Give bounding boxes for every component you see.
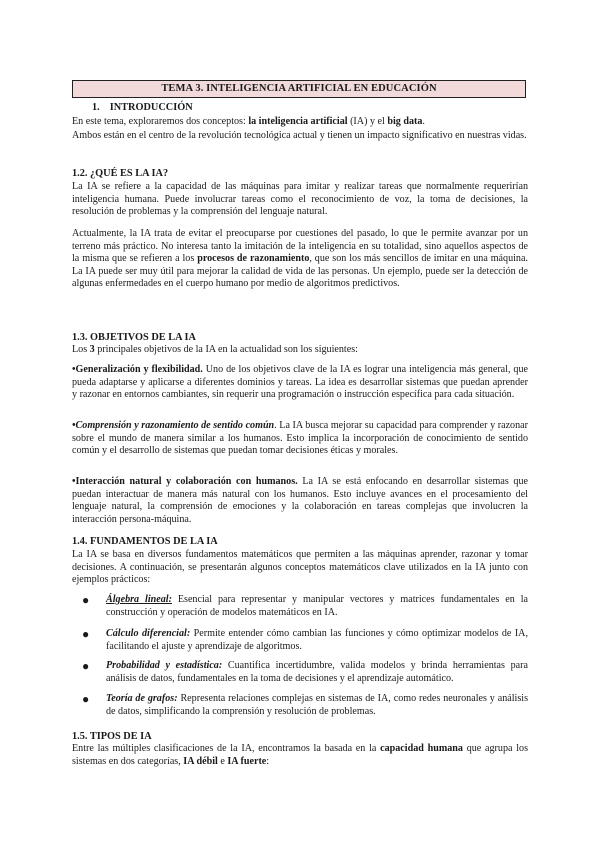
text-span: principales objetivos de la IA en la actualidad son los siguientes:: [94, 344, 358, 355]
bullet-icon: ●: [82, 659, 90, 673]
bullet-icon: ●: [82, 593, 90, 607]
text-span: .: [422, 116, 425, 127]
fundamentos-item-3: [82, 660, 528, 685]
bold-term: IA fuerte: [227, 755, 267, 767]
objetivo-title: •Generalización y flexibilidad.: [72, 364, 203, 375]
bullet-icon: ●: [82, 692, 90, 706]
heading-tipos: 1.5. TIPOS DE IA: [72, 731, 152, 742]
bold-term: capacidad humana: [380, 743, 463, 754]
objetivo-1: [72, 364, 528, 402]
que-es-ia-paragraph-1: La IA se refiere a la capacidad de las máquinas para imitar y realizar tareas que normalmente requerirían inteligencia humana. Puede involucrar tareas como el reconocimiento de voz, la toma de decisiones, la resolución de problemas y la comprensión del lenguaje natural.: [72, 181, 528, 218]
heading-text: INTRODUCCIÓN: [109, 102, 193, 113]
item-title: Álgebra lineal:: [106, 594, 172, 605]
list-item: [82, 628, 528, 653]
list-item: [82, 594, 528, 619]
bold-term: IA débil: [183, 755, 218, 767]
objetivo-2: [72, 420, 528, 458]
heading-objetivos: 1.3. OBJETIVOS DE LA IA: [72, 332, 196, 343]
list-item: [82, 693, 528, 718]
item-text: Cuantifica incertidumbre, valida modelos y brinda herramientas para análisis de datos, fundamentales en la toma de decisiones y el aprendizaje automático.: [106, 660, 529, 684]
item-title: Probabilidad y estadística:: [106, 660, 223, 671]
intro-paragraph-2: Ambos están en el centro de la revolución tecnológica actual y tienen un impacto significativo en nuestras vidas.: [72, 130, 527, 141]
objetivo-title: •Interacción natural y colaboración con humanos.: [72, 476, 298, 487]
bold-term: procesos de razonamiento: [197, 253, 310, 265]
bold-term: la inteligencia artificial: [248, 116, 348, 127]
text-span: :: [266, 755, 270, 767]
text-span: En este tema, exploraremos dos conceptos:: [72, 116, 249, 127]
heading-que-es-ia: 1.2. ¿QUÉ ES LA IA?: [72, 168, 169, 179]
heading-introduccion: [92, 102, 548, 115]
objetivo-text: La IA se está enfocando en desarrollar sistemas que puedan interactuar de manera más natural con los humanos. Esto incluye avances en el procesamiento del lenguaje natural, la comprensión de emociones y la colaboración en tareas complejas que involucren la interacción persona-máquina.: [72, 476, 529, 525]
text-span: Actualmente, la IA trata de evitar el preocuparse por cuestiones del pasado, lo que le permite avanzar por un terreno más práctico. No interesa tanto la imitación de la inteligencia en su totalidad, sino aquellos aspectos de la misma que se refieren a los: [72, 228, 528, 265]
list-item: [82, 660, 528, 685]
objetivo-3: [72, 476, 528, 526]
fundamentos-item-4: [82, 693, 528, 718]
text-span: (IA) y el: [347, 116, 388, 127]
bold-term: big data: [387, 116, 423, 127]
item-text: Permite entender cómo cambian las funciones y cómo optimizar modelos de IA, facilitando el ajuste y aprendizaje de algoritmos.: [106, 628, 528, 652]
objetivo-title: •Comprensión y razonamiento de sentido común: [72, 420, 275, 431]
heading-number: 1.: [92, 102, 100, 113]
text-span: que agrupa los sistemas en dos categorías,: [72, 743, 529, 767]
fundamentos-item-1: [82, 594, 528, 619]
intro-paragraph-1: [72, 116, 528, 129]
item-text: Representa relaciones complejas en sistemas de IA, como redes neuronales y análisis de datos, simplificando la comprensión y resolución de problemas.: [106, 693, 529, 717]
item-text: Esencial para representar y manipular vectores y matrices fundamentales en la construcción y operación de modelos matemáticos en IA.: [106, 594, 528, 618]
text-span: Los: [72, 344, 90, 355]
objetivo-text: . La IA busca mejorar su capacidad para comprender y razonar sobre el mundo de manera similar a los humanos. Esto implica la incorporación de conocimiento de sentido común y el desarrollo de sistemas que puedan tomar decisiones éticas y morales.: [72, 420, 528, 457]
tipos-paragraph: [72, 743, 528, 768]
page-title: TEMA 3. INTELIGENCIA ARTIFICIAL EN EDUCACIÓN: [72, 80, 526, 98]
fundamentos-item-2: [82, 628, 528, 653]
item-title: Cálculo diferencial:: [106, 628, 191, 639]
bullet-icon: ●: [82, 627, 90, 641]
text-span: Entre las múltiples clasificaciones de la IA, encontramos la basada en la: [72, 743, 381, 754]
text-span: e: [217, 755, 228, 767]
item-title: Teoría de grafos:: [106, 693, 178, 704]
bold-number: 3: [89, 344, 95, 355]
objetivos-intro: [72, 344, 528, 357]
objetivo-text: Uno de los objetivos clave de la IA es lograr una inteligencia más general, que pueda adaptarse y aplicarse a diferentes dominios y tareas. La idea es desarrollar sistemas que puedan aprender y razonar en entornos cambiantes, sin requerir una programación o instrucción específica para cada situación.: [72, 364, 528, 401]
que-es-ia-paragraph-2: [72, 228, 528, 291]
fundamentos-paragraph: La IA se basa en diversos fundamentos matemáticos que permiten a las máquinas aprender, razonar y tomar decisiones. A continuación, se presentarán algunos conceptos matemáticos clave utilizados en la IA junto con ejemplos prácticos:: [72, 549, 528, 586]
text-span: , que son los más sencillos de imitar en una máquina. La IA puede ser muy útil para mejorar la calidad de vida de las personas. Un ejemplo, puede ser la detección de algunas enfermedades en el cuerpo humano por medio de algoritmos predictivos.: [72, 253, 528, 290]
heading-fundamentos: 1.4. FUNDAMENTOS DE LA IA: [72, 536, 218, 547]
